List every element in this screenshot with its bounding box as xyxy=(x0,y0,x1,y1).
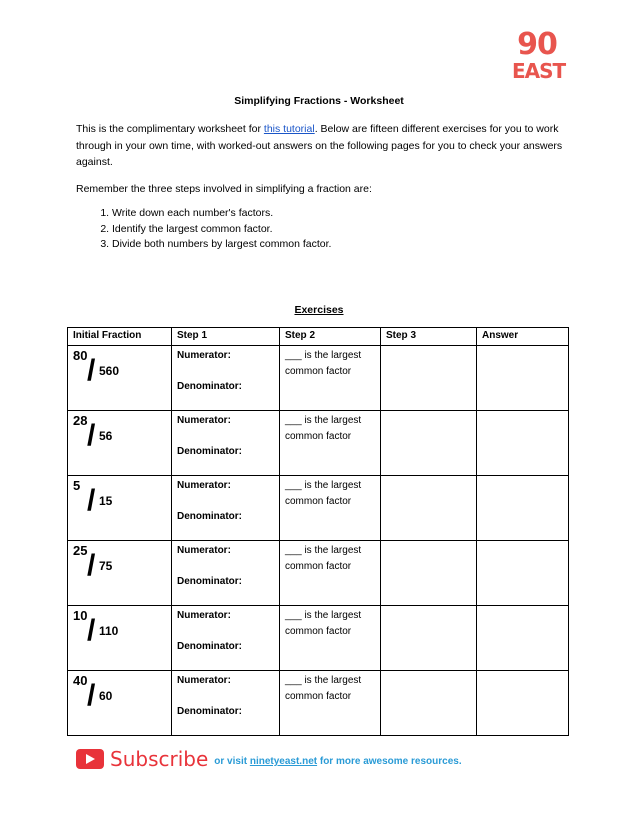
initial-fraction-cell xyxy=(68,476,172,541)
denominator-label: Denominator: xyxy=(177,446,242,457)
numerator-label: Numerator: xyxy=(177,350,231,361)
fraction-slash: / xyxy=(87,484,96,517)
steps-list xyxy=(76,206,331,253)
step-2-line-1: ___ is the largest xyxy=(285,480,362,491)
fraction xyxy=(73,348,166,406)
table-row xyxy=(68,606,569,671)
table-row xyxy=(68,541,569,606)
header-initial-fraction: Initial Fraction xyxy=(68,328,172,346)
fraction xyxy=(73,608,166,666)
step-1-cell[interactable] xyxy=(172,541,280,606)
step-item: 3. Divide both numbers by largest common factor. xyxy=(112,237,331,253)
fraction-slash: / xyxy=(87,419,96,452)
fraction-denominator: 560 xyxy=(99,364,120,378)
denominator-label: Denominator: xyxy=(177,641,242,652)
step-2-cell[interactable] xyxy=(280,541,381,606)
step-1-cell[interactable] xyxy=(172,606,280,671)
exercises-table xyxy=(67,327,569,736)
exercises-heading: Exercises xyxy=(294,304,344,316)
step-1-cell[interactable] xyxy=(172,411,280,476)
answer-cell[interactable] xyxy=(477,476,569,541)
initial-fraction-cell xyxy=(68,671,172,736)
step-3-cell[interactable] xyxy=(381,606,477,671)
numerator-label: Numerator: xyxy=(177,480,231,491)
fraction xyxy=(73,478,166,536)
remember-paragraph: Remember the three steps involved in simplifying a fraction are: xyxy=(76,183,372,195)
fraction-denominator: 75 xyxy=(99,559,113,573)
fraction-numerator: 28 xyxy=(73,413,88,428)
intro-paragraph xyxy=(76,121,566,171)
fraction-denominator: 60 xyxy=(99,689,113,703)
header-step-1: Step 1 xyxy=(172,328,280,346)
step-3-cell[interactable] xyxy=(381,346,477,411)
fraction xyxy=(73,543,166,601)
initial-fraction-cell xyxy=(68,606,172,671)
visit-prefix: or visit xyxy=(214,756,250,767)
initial-fraction-cell xyxy=(68,541,172,606)
step-1-cell[interactable] xyxy=(172,671,280,736)
initial-fraction-cell xyxy=(68,346,172,411)
ninety-east-logo xyxy=(512,27,566,83)
fraction-slash: / xyxy=(87,354,96,387)
denominator-label: Denominator: xyxy=(177,706,242,717)
fraction-slash: / xyxy=(87,549,96,582)
step-2-cell[interactable] xyxy=(280,671,381,736)
footer-bar xyxy=(76,747,462,771)
step-2-line-2: common factor xyxy=(285,430,352,442)
denominator-label: Denominator: xyxy=(177,511,242,522)
fraction xyxy=(73,673,166,731)
fraction-denominator: 15 xyxy=(99,494,113,508)
fraction-denominator: 110 xyxy=(99,624,119,638)
step-item: 2. Identify the largest common factor. xyxy=(112,222,331,238)
header-step-2: Step 2 xyxy=(280,328,381,346)
table-row xyxy=(68,346,569,411)
step-2-line-2: common factor xyxy=(285,690,352,702)
fraction-numerator: 80 xyxy=(73,348,88,363)
fraction-numerator: 25 xyxy=(73,543,88,558)
numerator-label: Numerator: xyxy=(177,675,231,686)
numerator-label: Numerator: xyxy=(177,610,231,621)
tutorial-link[interactable]: this tutorial xyxy=(263,123,315,135)
step-3-cell[interactable] xyxy=(381,541,477,606)
answer-cell[interactable] xyxy=(477,606,569,671)
table-header-row xyxy=(68,328,569,346)
header-answer: Answer xyxy=(477,328,569,346)
step-3-cell[interactable] xyxy=(381,476,477,541)
visit-suffix: for more awesome resources. xyxy=(317,756,462,767)
step-2-cell[interactable] xyxy=(280,606,381,671)
step-2-line-2: common factor xyxy=(285,560,352,572)
initial-fraction-cell xyxy=(68,411,172,476)
step-2-line-1: ___ is the largest xyxy=(285,415,362,426)
answer-cell[interactable] xyxy=(477,671,569,736)
step-2-line-1: ___ is the largest xyxy=(285,350,362,361)
fraction-numerator: 40 xyxy=(73,673,88,688)
answer-cell[interactable] xyxy=(477,541,569,606)
step-3-cell[interactable] xyxy=(381,411,477,476)
step-1-cell[interactable] xyxy=(172,476,280,541)
table-row xyxy=(68,671,569,736)
step-2-line-1: ___ is the largest xyxy=(285,610,362,621)
step-2-cell[interactable] xyxy=(280,476,381,541)
step-2-cell[interactable] xyxy=(280,346,381,411)
intro-after-link: . Below are fifteen different exercises for you to work through in your own time, with worked-out answers on the following pages for you to check your answers against. xyxy=(76,123,563,168)
fraction-numerator: 5 xyxy=(73,478,81,493)
fraction-slash: / xyxy=(87,679,96,712)
denominator-label: Denominator: xyxy=(177,381,242,392)
step-item: 1. Write down each number's factors. xyxy=(112,206,331,222)
step-2-line-1: ___ is the largest xyxy=(285,545,362,556)
fraction xyxy=(73,413,166,471)
visit-text xyxy=(214,756,461,767)
step-3-cell[interactable] xyxy=(381,671,477,736)
step-2-cell[interactable] xyxy=(280,411,381,476)
denominator-label: Denominator: xyxy=(177,576,242,587)
answer-cell[interactable] xyxy=(477,411,569,476)
site-link[interactable]: ninetyeast.net xyxy=(249,756,318,767)
table-row xyxy=(68,411,569,476)
fraction-denominator: 56 xyxy=(99,429,113,443)
numerator-label: Numerator: xyxy=(177,545,231,556)
fraction-numerator: 10 xyxy=(73,608,88,623)
subscribe-label[interactable]: Subscribe xyxy=(110,747,209,771)
header-step-3: Step 3 xyxy=(381,328,477,346)
logo-line-1: 90 xyxy=(517,27,557,62)
step-2-line-2: common factor xyxy=(285,625,352,637)
table-row xyxy=(68,476,569,541)
answer-cell[interactable] xyxy=(477,346,569,411)
step-2-line-1: ___ is the largest xyxy=(285,675,362,686)
step-2-line-2: common factor xyxy=(285,495,352,507)
logo-line-2: EAST xyxy=(512,59,566,83)
youtube-play-icon[interactable] xyxy=(76,749,104,769)
numerator-label: Numerator: xyxy=(177,415,231,426)
step-1-cell[interactable] xyxy=(172,346,280,411)
step-2-line-2: common factor xyxy=(285,365,352,377)
worksheet-title: Simplifying Fractions - Worksheet xyxy=(234,95,404,107)
fraction-slash: / xyxy=(87,614,96,647)
intro-before-link: This is the complimentary worksheet for xyxy=(76,123,264,135)
